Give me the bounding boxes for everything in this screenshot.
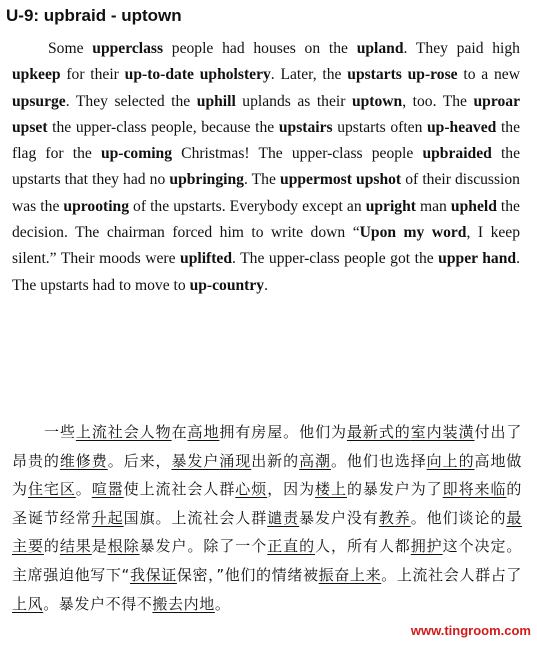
- translated-term: 心烦: [235, 480, 268, 499]
- text-run: 的暴发户为了: [346, 480, 443, 499]
- text-run: 的圣诞节经常: [12, 480, 523, 527]
- vocab-term: upright: [365, 197, 416, 215]
- text-run: 。他们谈论的: [410, 508, 507, 527]
- chinese-paragraph: [12, 418, 522, 618]
- text-run: 拥有房屋。他们为: [219, 423, 347, 441]
- text-run: 。: [75, 480, 92, 499]
- text-run: 的: [43, 537, 60, 556]
- translated-term: 最主要: [12, 508, 523, 556]
- text-run: 是: [91, 537, 108, 556]
- vocab-term: upperclass: [92, 40, 164, 57]
- text-run: 。后来，: [107, 451, 172, 470]
- text-run: the decision. The chairman forced him to write down “: [12, 197, 520, 242]
- vocab-term: upheld: [450, 197, 497, 215]
- vocab-term: uproar upset: [12, 92, 520, 136]
- text-run: ，因为: [267, 480, 316, 499]
- text-run: for their: [60, 66, 125, 84]
- text-run: 在: [171, 423, 188, 441]
- vocab-term: uplifted: [180, 250, 233, 268]
- vocab-term: uptown: [351, 92, 403, 110]
- text-run: 暴发户。除了一个: [139, 537, 268, 556]
- translated-term: 搬去: [152, 594, 184, 613]
- vocab-term: upland: [356, 40, 404, 57]
- text-run: , too. The: [402, 92, 474, 110]
- text-run: 。: [214, 594, 231, 613]
- text-run: . The upper-class people got the: [232, 250, 439, 268]
- vocab-term: upstarts up-rose: [347, 66, 458, 84]
- text-run: of the upstarts. Everybody except an: [129, 197, 366, 215]
- text-run: 高地做为: [12, 451, 523, 499]
- text-run: 。他们也选择: [330, 451, 427, 470]
- text-run: man: [415, 197, 451, 215]
- translated-term: 振奋上来: [318, 565, 382, 584]
- text-run: of their discussion was the: [12, 171, 520, 215]
- vocab-term: upbraided: [422, 145, 492, 163]
- text-run: , I keep silent.” Their moods were: [12, 224, 521, 268]
- translated-term: 最新式的: [346, 423, 411, 441]
- text-run: upstarts often: [332, 118, 427, 136]
- text-run: 一些: [44, 423, 76, 441]
- translated-term: 室内装潢: [410, 423, 475, 441]
- translated-term: 结果: [59, 537, 92, 556]
- text-run: Christmas! The upper-class people: [172, 145, 423, 163]
- text-run: .: [264, 276, 268, 294]
- translated-term: 即将来临: [442, 480, 507, 499]
- vocab-term: upkeep: [12, 66, 61, 84]
- translated-term: 高地: [187, 423, 220, 441]
- vocab-term: up-country: [189, 276, 265, 294]
- text-run: . The: [243, 171, 281, 189]
- translated-term: 喧嚣: [91, 480, 124, 499]
- translated-term: 正直的: [267, 537, 316, 556]
- text-run: 。暴发户不得不: [43, 594, 153, 613]
- vocab-term: upper hand: [438, 250, 517, 268]
- text-run: 使上流社会人群: [123, 480, 236, 499]
- vocab-term: up-coming: [100, 145, 173, 163]
- text-run: the flag for the: [12, 118, 520, 163]
- translated-term: 住宅区: [27, 480, 76, 499]
- vocab-term: uppermost upshot: [280, 171, 402, 189]
- vocab-term: up-heaved: [427, 118, 497, 136]
- translated-term: 楼上: [315, 480, 347, 499]
- vocab-term: Upon my word: [359, 224, 467, 242]
- text-run: 人，所有人都: [315, 537, 411, 556]
- text-run: . The upstarts had to move to: [12, 250, 520, 294]
- text-run: . They selected the: [65, 92, 197, 110]
- lesson-heading: U-9: upbraid - uptown: [6, 6, 182, 25]
- text-run: the upper-class people, because the: [47, 118, 279, 136]
- translated-term: 拥护: [410, 537, 443, 556]
- text-run: 。上流社会人群占了: [381, 565, 522, 584]
- vocab-term: upbringing: [169, 171, 244, 189]
- translated-term: 上流社会人物: [75, 423, 172, 441]
- translated-term: 涌现: [219, 451, 252, 470]
- translated-term: 暴发户: [171, 451, 220, 470]
- translated-term: 维修费: [59, 451, 108, 470]
- text-run: Some: [48, 40, 93, 57]
- text-run: . Later, the: [270, 66, 348, 84]
- text-run: uplands as their: [235, 92, 352, 110]
- translated-term: 高潮: [299, 451, 331, 470]
- text-run: people had houses on the: [163, 40, 357, 57]
- text-run: 暴发户没有: [299, 508, 379, 527]
- translated-term: 向上的: [426, 451, 475, 470]
- translated-term: 内地: [183, 594, 215, 613]
- vocab-term: upstairs: [278, 118, 333, 136]
- translated-term: 我保证: [129, 565, 177, 584]
- text-run: 国旗。上流社会人群: [123, 508, 268, 527]
- vocab-term: uprooting: [63, 197, 129, 215]
- text-run: . They paid high: [403, 40, 520, 57]
- english-paragraph: [12, 36, 520, 299]
- site-watermark: www.tingroom.com: [410, 623, 531, 638]
- text-run: to a new: [457, 66, 520, 84]
- text-run: 这个决定。主席强迫他写下“: [12, 537, 523, 584]
- text-run: 保密，”他们的情绪被: [176, 565, 319, 584]
- translated-term: 升起: [91, 508, 124, 527]
- translated-term: 教养: [378, 508, 411, 527]
- translated-term: 根除: [107, 537, 140, 556]
- text-run: 出新的: [251, 451, 300, 470]
- text-run: the upstarts that they had no: [12, 145, 521, 189]
- vocab-term: up-to-date upholstery: [124, 66, 271, 84]
- text-run: 付出了昂贵的: [12, 423, 523, 470]
- vocab-term: upsurge: [12, 92, 66, 110]
- translated-term: 谴责: [267, 508, 300, 527]
- translated-term: 上风: [12, 594, 44, 613]
- vocab-term: uphill: [196, 92, 236, 110]
